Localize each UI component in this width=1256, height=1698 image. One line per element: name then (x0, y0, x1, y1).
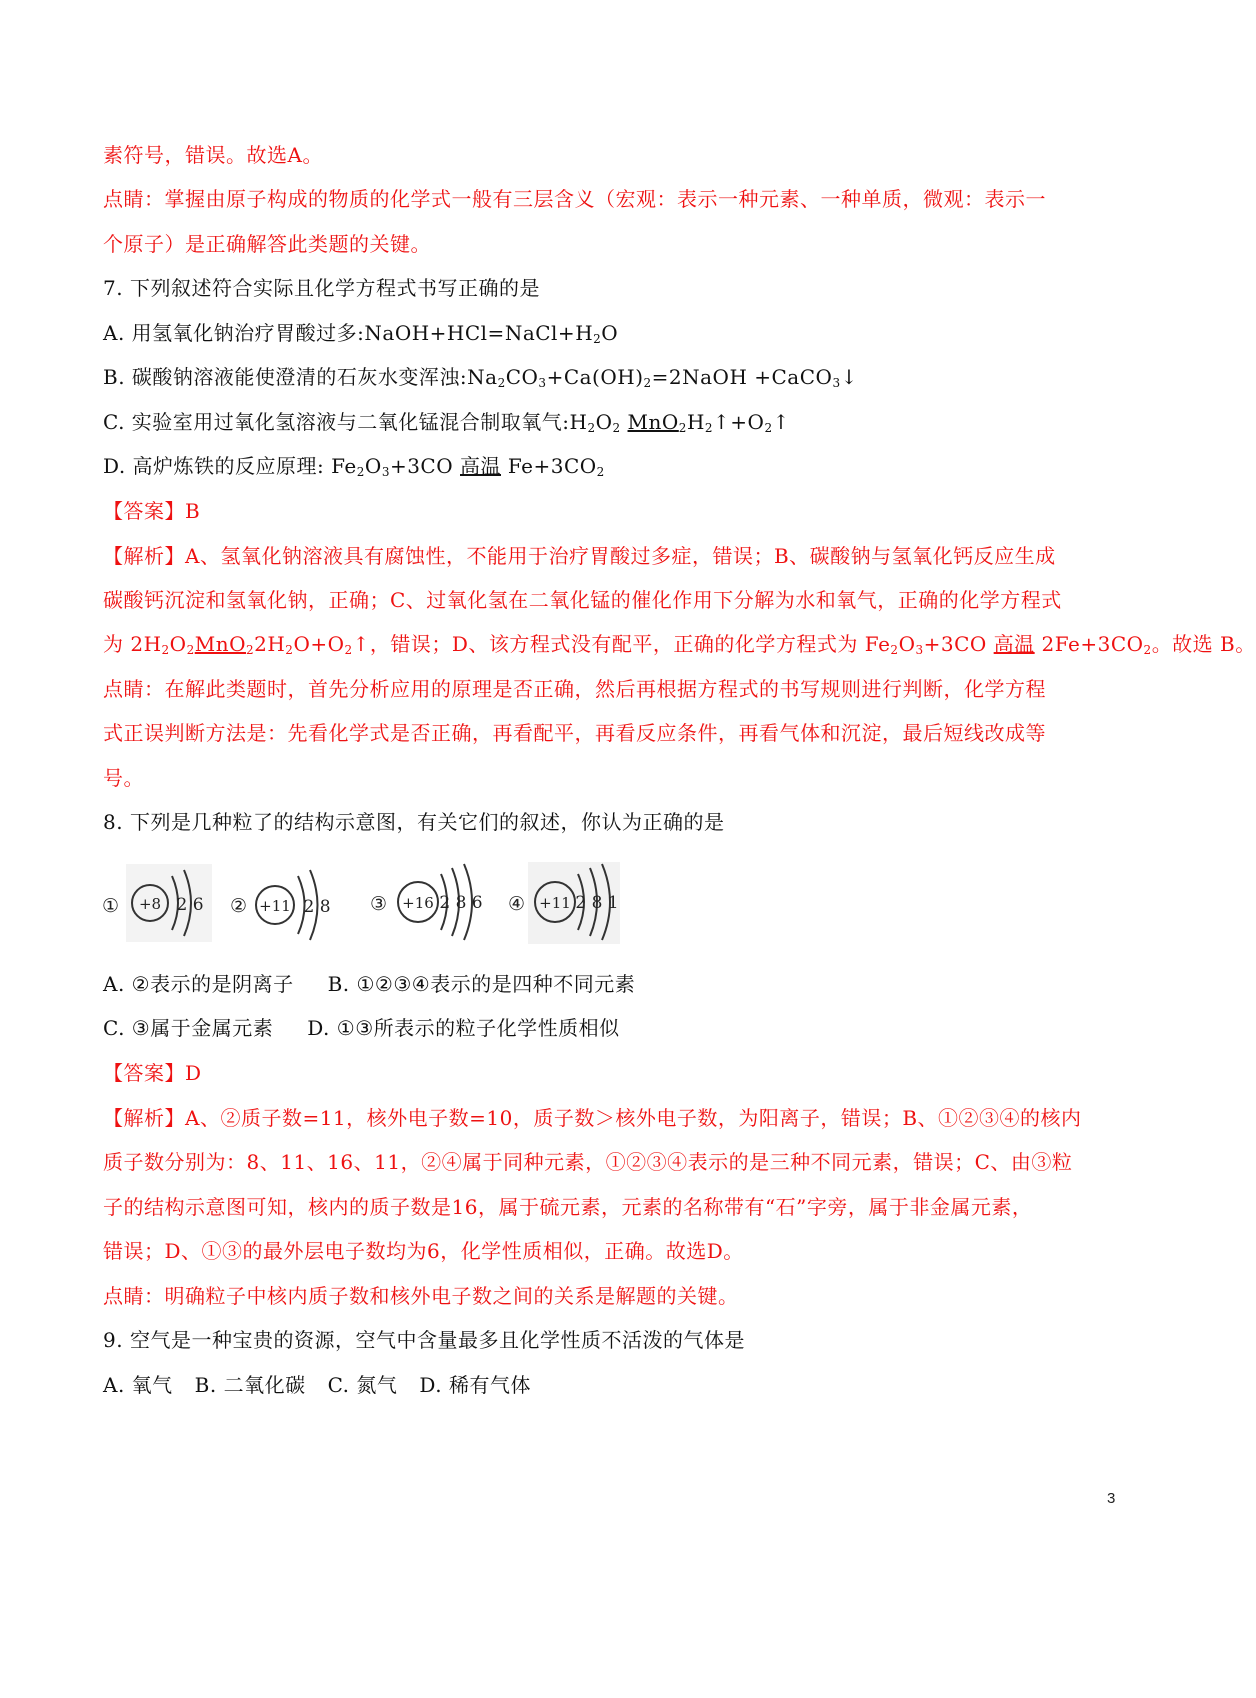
structure-diagram-2 (230, 870, 331, 940)
q8-option-c: C. ③属于金属元素 (103, 1016, 274, 1040)
q7-option-a: A. 用氢氧化钠治疗胃酸过多$:NaOH+HCl=NaCl+H_2O$ (103, 321, 619, 346)
q8-answer: 【答案】D (103, 1061, 202, 1085)
q8-analysis-line-1: 【解析】A、②质子数=11，核外电子数=10，质子数＞核外电子数，为阳离子，错误；B、①②③④的核内 (103, 1106, 1082, 1130)
diagram-3-label: ③ (370, 893, 388, 915)
q9-option-d: D. 稀有气体 (419, 1373, 531, 1397)
q9-options-row (103, 1371, 531, 1399)
q6-tip-line-2: 个原子）是正确解答此类题的关键。 (103, 232, 431, 256)
diagram-4-electrons: 2 8 1 (575, 893, 619, 913)
q7-analysis-line-1: 【解析】A、氢氧化钠溶液具有腐蚀性，不能用于治疗胃酸过多症，错误；B、碳酸钠与氢氧化钙反应生成 (103, 544, 1056, 568)
page-number: 3 (1107, 1490, 1116, 1507)
q7-stem: 7. 下列叙述符合实际且化学方程式书写正确的是 (103, 276, 540, 300)
atomic-structure-figure (100, 858, 640, 948)
q8-option-d: D. ①③所表示的粒子化学性质相似 (307, 1016, 620, 1040)
q9-option-c: C. 氮气 (327, 1373, 398, 1397)
q7-option-c: C. 实验室用过氧化氢溶液与二氧化锰混合制取氧气$:H_2O_2$ $MnO_2H_2↑+O_2↑$ (103, 410, 790, 435)
diagram-4-label: ④ (508, 893, 526, 915)
diagram-2-nucleus-charge: +11 (259, 897, 291, 915)
structure-diagram-3 (370, 864, 483, 940)
q6-analysis-end: 素符号，错误。故选A。 (103, 143, 323, 167)
diagram-2-electrons: 2 8 (303, 897, 331, 917)
diagram-2-label: ② (230, 895, 248, 917)
diagram-1-nucleus-charge: +8 (138, 895, 162, 913)
diagram-1-label: ① (102, 895, 120, 917)
q6-tip-line-1: 点睛：掌握由原子构成的物质的化学式一般有三层含义（宏观：表示一种元素、一种单质，微观：表示一 (103, 187, 1046, 211)
q8-analysis-line-2: 质子数分别为：8、11、16、11，②④属于同种元素，①②③④表示的是三种不同元素，错误；C、由③粒 (103, 1150, 1073, 1174)
q8-stem: 8. 下列是几种粒了的结构示意图，有关它们的叙述，你认为正确的是 (103, 810, 725, 834)
q8-analysis-line-3: 子的结构示意图可知，核内的质子数是16，属于硫元素，元素的名称带有“石”字旁，属于非金属元素， (103, 1195, 1033, 1219)
q7-tip-line-3: 号。 (103, 766, 144, 790)
q8-options-row-2 (103, 1014, 620, 1042)
q7-analysis-line-2: 碳酸钙沉淀和氢氧化钠，正确；C、过氧化氢在二氧化锰的催化作用下分解为水和氧气，正确的化学方程式 (103, 588, 1062, 612)
q7-option-b: B. 碳酸钠溶液能使澄清的石灰水变浑浊$:Na_2CO_3+Ca(OH)_2=2NaOH$ +CaCO$_3$↓ (103, 365, 858, 390)
q8-option-a: A. ②表示的是阴离子 (103, 972, 294, 996)
q9-option-a: A. 氧气 (103, 1373, 173, 1397)
q8-options-row-1 (103, 970, 635, 998)
structure-diagram-4 (508, 862, 620, 944)
diagram-4-nucleus-charge: +11 (539, 894, 571, 912)
q8-tip: 点睛：明确粒子中核内质子数和核外电子数之间的关系是解题的关键。 (103, 1284, 739, 1308)
q7-answer: 【答案】B (103, 499, 201, 523)
q9-stem: 9. 空气是一种宝贵的资源，空气中含量最多且化学性质不活泼的气体是 (103, 1328, 745, 1352)
q7-tip-line-1: 点睛：在解此类题时，首先分析应用的原理是否正确，然后再根据方程式的书写规则进行判断，化学方程 (103, 677, 1046, 701)
q8-analysis-line-4: 错误；D、①③的最外层电子数均为6，化学性质相似，正确。故选D。 (103, 1239, 744, 1263)
diagram-3-electrons: 2 8 6 (439, 893, 483, 913)
diagram-3-nucleus-charge: +16 (402, 894, 434, 912)
diagram-1-electrons: 2 6 (176, 895, 204, 915)
q8-option-b: B. ①②③④表示的是四种不同元素 (327, 972, 636, 996)
q9-option-b: B. 二氧化碳 (194, 1373, 306, 1397)
structure-diagram-1 (102, 864, 212, 942)
q7-analysis-line-3: 为 $2H_2O_2MnO_22H_2O+O_2↑$，错误；D、该方程式没有配平，正确的化学方程式为 $Fe_2O_3+3CO$ 高温 $2Fe+3CO_2$。故选 B。 (103, 632, 1256, 657)
q7-tip-line-2: 式正误判断方法是：先看化学式是否正确，再看配平，再看反应条件，再看气体和沉淀，最后短线改成等 (103, 721, 1046, 745)
q7-option-d: D. 高炉炼铁的反应原理: $Fe_2O_3+3CO$ 高温 $Fe+3CO_2$ (103, 454, 605, 479)
